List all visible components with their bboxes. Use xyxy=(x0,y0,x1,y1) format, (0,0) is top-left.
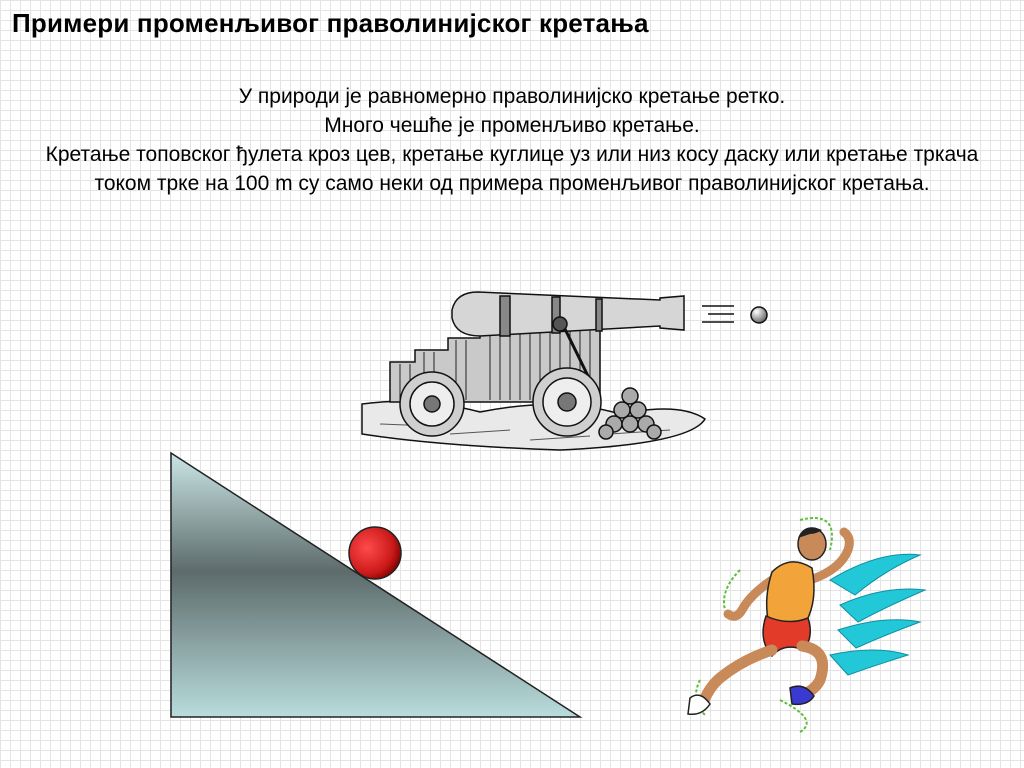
inclined-plane-illustration xyxy=(160,445,590,725)
runner-illustration xyxy=(680,510,930,735)
paragraph-2: Много чешће је променљиво кретање. xyxy=(324,114,700,137)
cannonball-icon xyxy=(751,307,767,323)
ramp-icon xyxy=(171,453,580,717)
slide-title: Примери променљивог праволинијског кретања xyxy=(12,8,649,38)
paragraph-3: Кретање топовског ђулета кроз цев, кретање куглице уз или низ косу даску или кретање тркача током трке на 100 m су само неки од примера променљивог праволинијског кретања. xyxy=(45,143,979,195)
cannon-icon xyxy=(362,292,734,450)
paragraph-1: У природи је равномерно праволинијско кретање ретко. xyxy=(238,85,786,108)
ball-icon xyxy=(349,527,401,579)
body-text xyxy=(20,82,1004,198)
runner-icon xyxy=(688,518,925,732)
cannon-illustration xyxy=(360,284,780,454)
